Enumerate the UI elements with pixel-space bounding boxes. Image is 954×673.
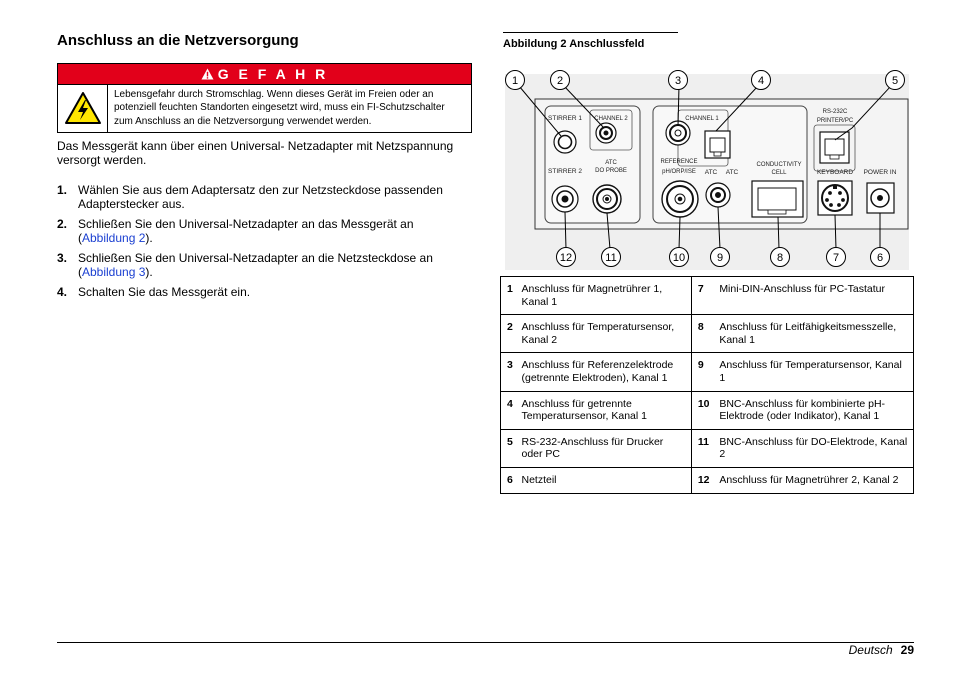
label-channel1: CHANNEL 1 <box>685 116 719 122</box>
label-atc-do-2: DO PROBE <box>595 168 627 174</box>
list-item <box>57 217 472 246</box>
label-channel2: CHANNEL 2 <box>594 116 628 122</box>
callout <box>771 248 790 267</box>
danger-label: G E F A H R <box>217 66 329 82</box>
legend-number: 6 <box>501 467 516 493</box>
legend-text: BNC-Anschluss für DO-Elektrode, Kanal 2 <box>713 429 913 467</box>
right-column <box>500 32 914 50</box>
legend-text: BNC-Anschluss für kombinierte pH-Elektrode (oder Indikator), Kanal 1 <box>713 391 913 429</box>
callout-6: 6 <box>876 252 884 264</box>
list-item <box>57 285 472 300</box>
legend-number: 1 <box>501 277 516 315</box>
legend-number: 10 <box>691 391 713 429</box>
section-title: Anschluss an die Netzversorgung <box>57 32 299 49</box>
callout-12: 12 <box>559 252 573 264</box>
label-rs232-1: RS-232C <box>822 109 848 115</box>
keyboard-mini-din <box>818 181 852 215</box>
callout-3: 3 <box>674 75 682 87</box>
callout <box>551 71 570 90</box>
page-footer <box>849 643 914 657</box>
label-stirrer1: STIRRER 1 <box>548 115 582 122</box>
power-in-jack <box>867 183 894 213</box>
legend-text: Anschluss für Temperatursensor, Kanal 2 <box>516 315 692 353</box>
legend-text: Anschluss für Magnetrührer 2, Kanal 2 <box>713 467 913 493</box>
legend-text: Anschluss für Leitfähigkeitsmesszelle, Kanal 1 <box>713 315 913 353</box>
left-column <box>57 32 472 304</box>
legend-text: Anschluss für Referenzelektrode (getrennte Elektroden), Kanal 1 <box>516 353 692 391</box>
legend-text: Netzteil <box>516 467 692 493</box>
step-text: Schalten Sie das Messgerät ein. <box>78 284 251 299</box>
electric-shock-icon <box>58 85 108 132</box>
callout-8: 8 <box>776 252 784 264</box>
legend-text: Anschluss für Temperatursensor, Kanal 1 <box>713 353 913 391</box>
label-atc-do-1: ATC <box>605 160 617 166</box>
legend-number: 12 <box>691 467 713 493</box>
danger-text: Lebensgefahr durch Stromschlag. Wenn dieses Gerät im Freien oder an potenziell feuchten Standorten eingesetzt wird, muss ein FI-Schutzschalter zum Anschluss an die Netzversorgung verwendet werden. <box>114 89 445 127</box>
ph-bnc <box>662 181 698 217</box>
callout-5: 5 <box>891 75 899 87</box>
legend-number: 3 <box>501 353 516 391</box>
legend-number: 11 <box>691 429 713 467</box>
legend-text: RS-232-Anschluss für Drucker oder PC <box>516 429 692 467</box>
conductivity-socket <box>752 181 803 217</box>
label-atc-a: ATC <box>704 169 718 176</box>
legend-text: Anschluss für getrennte Temperatursensor, Kanal 1 <box>516 391 692 429</box>
label-ph-orp: pH/ORP/ISE <box>662 169 696 175</box>
label-conductivity-1: CONDUCTIVITY <box>756 162 802 168</box>
table-row <box>501 353 914 391</box>
step-text: Schließen Sie den Universal-Netzadapter an die Netzsteckdose an (Abbildung 3). <box>78 250 433 280</box>
legend-number: 2 <box>501 315 516 353</box>
step-text: Wählen Sie aus dem Adaptersatz den zur Netzsteckdose passenden Adapterstecker aus. <box>78 182 443 212</box>
step-number: 4. <box>57 284 68 299</box>
connection-panel-diagram <box>500 68 914 270</box>
callout <box>827 248 846 267</box>
callout-4: 4 <box>757 75 765 87</box>
label-rs232-2: PRINTER/PC <box>816 118 854 124</box>
figure-link[interactable]: Abbildung 3 <box>82 265 146 280</box>
danger-box <box>57 63 472 133</box>
step-number: 1. <box>57 182 68 197</box>
legend-text: Mini-DIN-Anschluss für PC-Tastatur <box>713 277 913 315</box>
legend-number: 7 <box>691 277 713 315</box>
channel2-atc-jack <box>596 123 616 143</box>
danger-body <box>58 84 471 132</box>
legend-table <box>500 276 914 494</box>
callout-7: 7 <box>832 252 840 264</box>
callout <box>886 71 905 90</box>
intro-paragraph: Das Messgerät kann über einen Universal- Netzadapter mit Netzspannung versorgt werden. <box>57 138 454 168</box>
label-power-in: POWER IN <box>863 169 897 176</box>
figure-title: Abbildung 2 Anschlussfeld <box>503 32 678 50</box>
callout <box>670 248 689 267</box>
do-probe-bnc <box>593 185 621 213</box>
stirrer1-jack <box>554 131 576 153</box>
callout-10: 10 <box>672 252 686 264</box>
callout <box>557 248 576 267</box>
callout <box>506 71 525 90</box>
label-conductivity-2: CELL <box>771 170 787 176</box>
legend-number: 8 <box>691 315 713 353</box>
figure-link[interactable]: Abbildung 2 <box>82 231 146 246</box>
label-atc-b: ATC <box>725 169 739 176</box>
label-reference: REFERENCE <box>660 159 698 165</box>
callout <box>711 248 730 267</box>
channel1-atc-socket <box>705 131 730 158</box>
legend-number: 4 <box>501 391 516 429</box>
list-item <box>57 183 472 212</box>
table-row <box>501 277 914 315</box>
page-number: 29 <box>900 643 914 657</box>
stirrer2-jack <box>552 186 578 212</box>
steps-list <box>57 183 472 300</box>
callout-11: 11 <box>605 252 617 264</box>
table-row <box>501 429 914 467</box>
legend-number: 9 <box>691 353 713 391</box>
callout-1: 1 <box>511 75 519 87</box>
callout-9: 9 <box>716 252 724 264</box>
table-row <box>501 315 914 353</box>
callout <box>669 71 688 90</box>
list-item <box>57 251 472 280</box>
step-text: Schließen Sie den Universal-Netzadapter an das Messgerät an (Abbildung 2). <box>78 216 414 246</box>
table-row <box>501 467 914 493</box>
callout <box>602 248 621 267</box>
warning-triangle-icon <box>201 65 214 85</box>
callout <box>752 71 771 90</box>
label-stirrer2: STIRRER 2 <box>548 168 582 175</box>
step-number: 3. <box>57 250 68 265</box>
callout-2: 2 <box>556 75 564 87</box>
footer-divider <box>57 642 914 643</box>
callout <box>871 248 890 267</box>
step-number: 2. <box>57 216 68 231</box>
legend-text: Anschluss für Magnetrührer 1, Kanal 1 <box>516 277 692 315</box>
atc-jack <box>706 183 730 207</box>
label-keyboard: KEYBOARD <box>816 169 854 176</box>
danger-header <box>58 64 471 84</box>
table-row <box>501 391 914 429</box>
footer-language: Deutsch <box>848 643 893 657</box>
rs232-socket <box>820 132 849 163</box>
legend-number: 5 <box>501 429 516 467</box>
